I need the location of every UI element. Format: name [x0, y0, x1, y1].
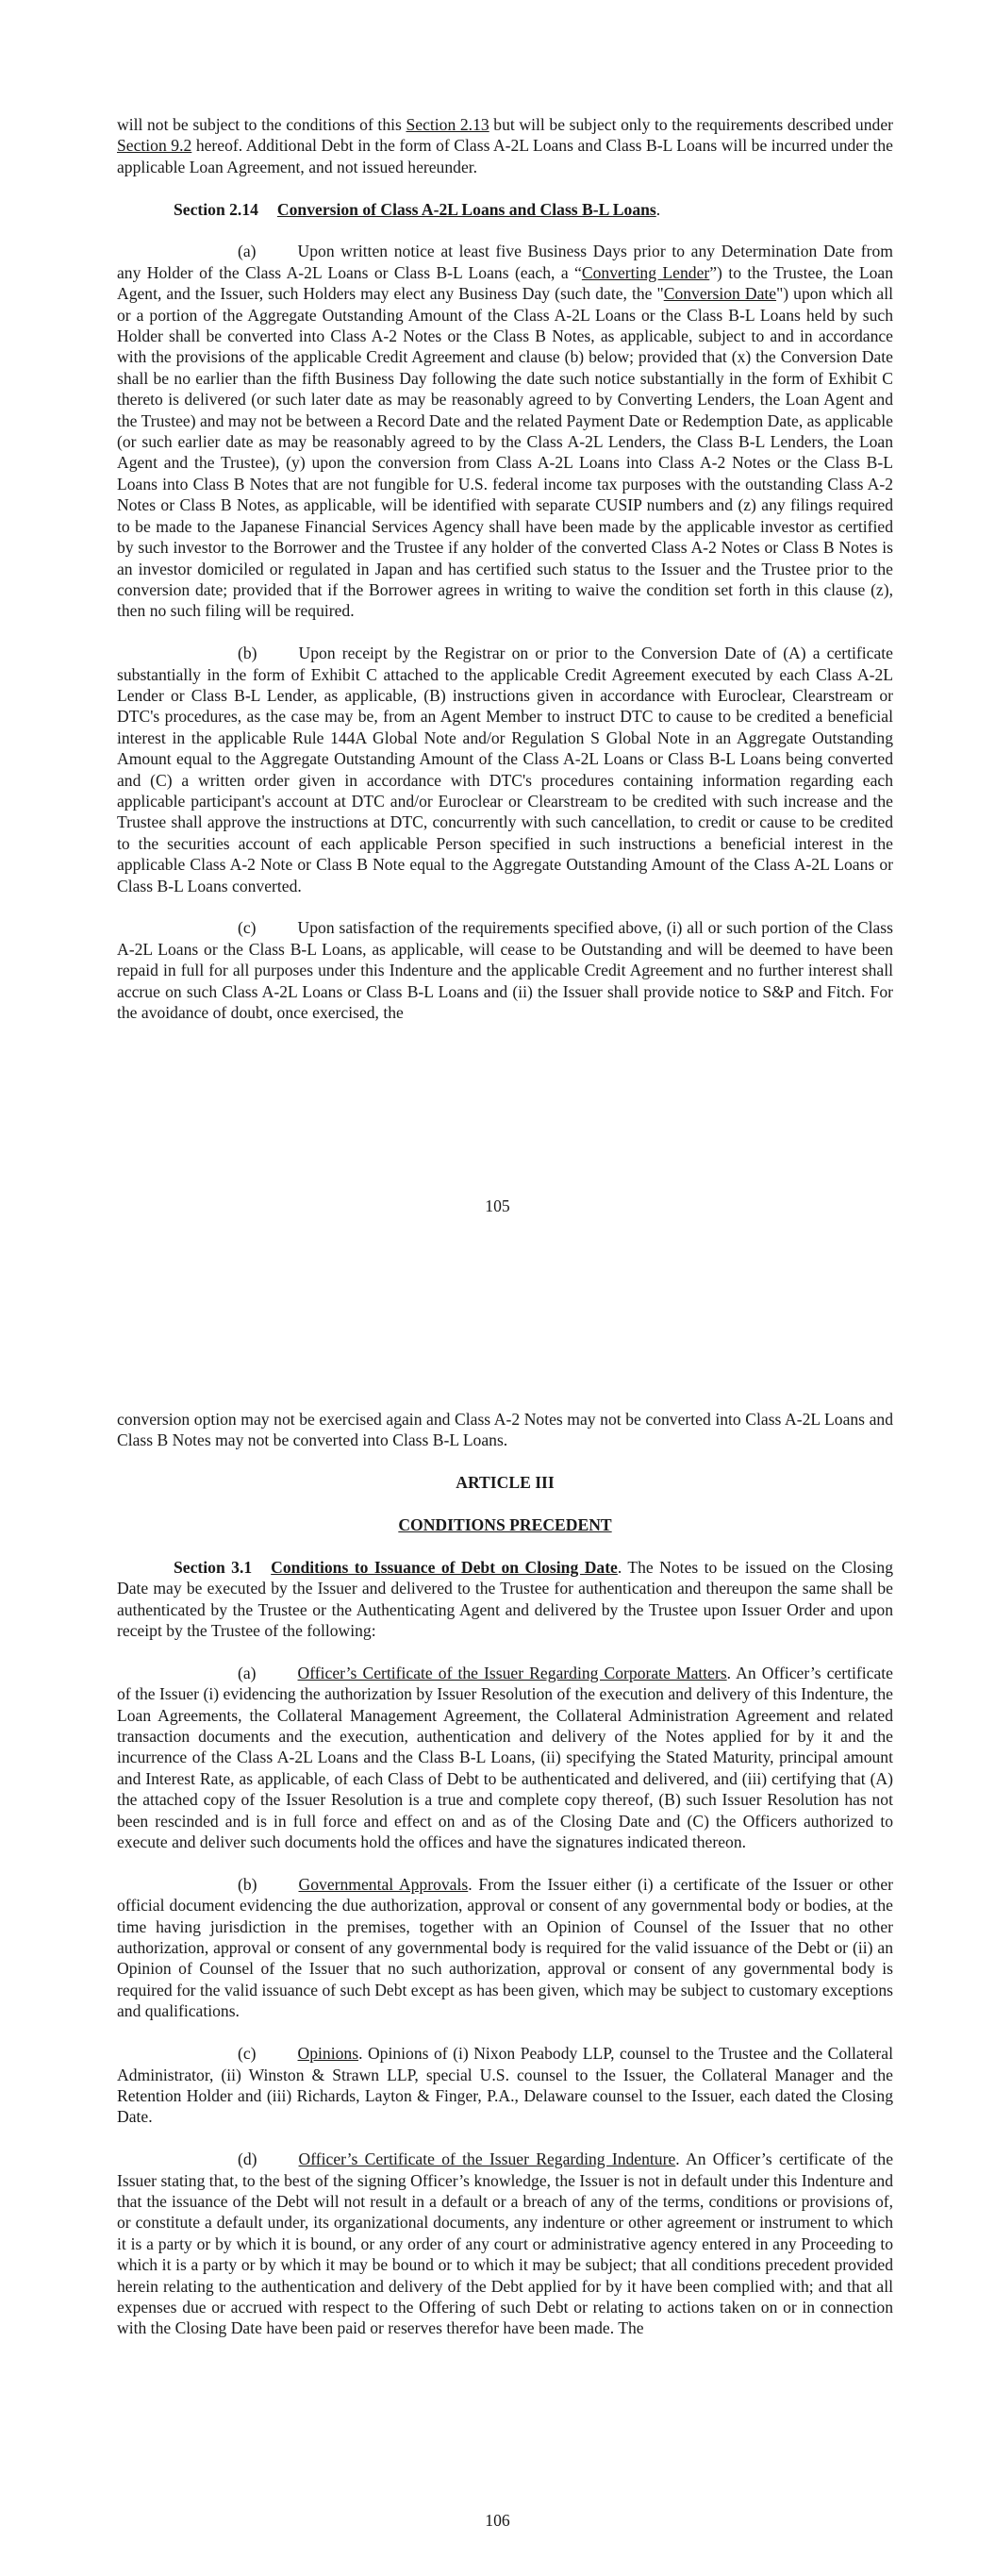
paragraph-c: (c) Upon satisfaction of the requirements specified above, (i) all or such portion of the Class A-2L Loans or the Class B-L Loans, as applicable, will cease to be Outstanding and will be deemed to have been repaid in full for all purposes under this Indenture and the applicable Credit Agreement and no further interest shall accrue on such Class A-2L Loans or Class B-L Loans and (ii) the Issuer shall provide notice to S&P and Fitch. For the avoidance of doubt, once exercised, the	[117, 918, 893, 1022]
paragraph-a: (a) Officer’s Certificate of the Issuer Regarding Corporate Matters. An Officer’s certificate of the Issuer (i) evidencing the authorization by Issuer Resolution of the execution and delivery of this Indenture, the Loan Agreements, the Collateral Management Agreement, the Collateral Administration Agreement and related transaction documents and the execution, authentication and delivery of the Notes applied for by it and the incurrence of the Class A-2L Loans and the Class B-L Loans, (ii) specifying the Stated Maturity, principal amount and Interest Rate, as applicable, of each Class of Debt to be authenticated and delivered, and (iii) certifying that (A) the attached copy of the Issuer Resolution is a true and complete copy thereof, (B) such Issuer Resolution has not been rescinded and is in full force and effect on and as of the Closing Date and (C) the Officers authorized to execute and deliver such documents hold the offices and have the signatures indicated thereon.	[117, 1663, 893, 1852]
paragraph-heading: Officer’s Certificate of the Issuer Regarding Indenture	[298, 2149, 676, 2169]
page-content	[117, 1409, 893, 2360]
continuation-paragraph: conversion option may not be exercised again and Class A-2 Notes may not be converted into Class A-2L Loans and Class B Notes may not be converted into Class B-L Loans.	[117, 1410, 893, 1450]
paragraph-b: (b) Governmental Approvals. From the Issuer either (i) a certificate of the Issuer or other official document evidencing the due authorization, approval or consent of any governmental body or bodies, at the time having jurisdiction in the premises, together with an Opinion of Counsel of the Issuer that no other authorization, approval or consent of any governmental body is required for the valid issuance of the Debt or (ii) an Opinion of Counsel of the Issuer that no such authorization, approval or consent of any governmental body is required for the valid issuance of such Debt except as has been given, which may be subject to customary exceptions and qualifications.	[117, 1874, 893, 2021]
paragraph-d: (d) Officer’s Certificate of the Issuer Regarding Indenture. An Officer’s certificate of the Issuer stating that, to the best of the signing Officer’s knowledge, the Issuer is not in default under this Indenture and that the issuance of the Debt will not result in a default or a breach of any of the terms, conditions or provisions of, or constitute a default under, its organizational documents, any indenture or other agreement or instrument to which it is a party or by which it is bound, or any order of any court or administrative agency entered in any Proceeding to which it is a party or by which it may be bound or to which it may be subject; that all conditions precedent provided herein relating to the authentication and delivery of the Debt applied for by it have been complied with; and that all expenses due or accrued with respect to the Offering of such Debt or relating to actions taken on or in connection with the Closing Date have been paid or reserves therefor have been made. The	[117, 2149, 893, 2338]
article-title: CONDITIONS PRECEDENT	[398, 1515, 612, 1534]
article-heading: ARTICLE III	[456, 1473, 555, 1493]
section-2-14-heading: Section 2.14 Conversion of Class A-2L Loans and Class B-L Loans.	[174, 199, 661, 219]
paragraph-heading: Governmental Approvals	[298, 1874, 469, 1894]
paragraph-heading: Opinions	[297, 2044, 359, 2064]
intro-paragraph: will not be subject to the conditions of this Section 2.13 but will be subject only to the requirements described under Section 9.2 hereof. Additional Debt in the form of Class A-2L Loans and Class B-L Loans will be incurred under the applicable Loan Agreement, and not issued hereunder.	[117, 115, 893, 176]
paragraph-b: (b) Upon receipt by the Registrar on or prior to the Conversion Date of (A) a certificate substantially in the form of Exhibit C attached to the applicable Credit Agreement executed by each Class A-2L Lender or Class B-L Lender, as applicable, (B) instructions given in accordance with Euroclear, Clearstream or DTC's procedures, as the case may be, from an Agent Member to instruct DTC to cause to be credited a beneficial interest in the applicable Rule 144A Global Note and/or Regulation S Global Note in an Aggregate Outstanding Amount equal to the Aggregate Outstanding Amount of the Class A-2L Loans or Class B-L Loans being converted and (C) a written order given in accordance with DTC's procedures containing information regarding each applicable participant's account at DTC and/or Euroclear or Clearstream to be credited with such increase and the Trustee shall approve the instructions at DTC, concurrently with such cancellation, to credit or cause to be credited to the securities account of each applicable Person specified in such instructions a beneficial interest in the applicable Class A-2 Note or Class B Note equal to the Aggregate Outstanding Amount of the Class A-2L Loans or Class B-L Loans converted.	[117, 644, 893, 895]
section-3-1: Section 3.1 Conditions to Issuance of Debt on Closing Date. The Notes to be issued on the Closing Date may be executed by the Issuer and delivered to the Trustee for authentication and thereupon the same shall be authenticated by the Trustee or the Authenticating Agent and delivered by the Trustee upon Issuer Order and upon receipt by the Trustee of the following:	[117, 1557, 893, 1641]
defined-term: Conversion Date	[663, 284, 777, 304]
defined-term: Converting Lender	[581, 262, 710, 282]
paragraph-c: (c) Opinions. Opinions of (i) Nixon Peabody LLP, counsel to the Trustee and the Collateral Administrator, (ii) Winston & Strawn LLP, special U.S. counsel to the Issuer, the Collateral Manager and the Retention Holder and (iii) Richards, Layton & Finger, P.A., Delaware counsel to the Issuer, each dated the Closing Date.	[117, 2044, 893, 2127]
page-content	[117, 114, 893, 1045]
paragraph-a: (a) Upon written notice at least five Business Days prior to any Determination Date from any Holder of the Class A-2L Loans or Class B-L Loans (each, a “Converting Lender”) to the Trustee, the Loan Agent, and the Issuer, such Holders may elect any Business Day (such date, the "Conversion Date") upon which all or a portion of the Aggregate Outstanding Amount of the Class A-2L Loans or the Class B-L Loans held by such Holder shall be converted into Class A-2 Notes or the Class B Notes, as applicable, subject to and in accordance with the provisions of the applicable Credit Agreement and clause (b) below; provided that (x) the Conversion Date shall be no earlier than the fifth Business Day following the date such notice substantially in the form of Exhibit C thereto is delivered (or such later date as may be reasonably agreed to by Converting Lenders, the Loan Agent and the Trustee) and may not be between a Record Date and the related Payment Date or Redemption Date, as applicable (or such earlier date as may be reasonably agreed to by the Class A-2L Lenders, the Class B-L Lenders, the Loan Agent and the Trustee), (y) upon the conversion from Class A-2L Loans into Class A-2 Notes or the Class B-L Loans into Class B Notes that are not fungible for U.S. federal income tax purposes with the outstanding Class A-2 Notes or Class B Notes, as applicable, will be identified with separate CUSIP numbers and (z) any filings required to be made to the Japanese Financial Services Agency shall have been made by the applicable investor as certified by such investor to the Borrower and the Trustee if any holder of the converted Class A-2 Notes or Class B Notes is an investor domiciled or regulated in Japan and has certified such status to the Issuer and the Trustee prior to the conversion date; provided that if the Borrower agrees in writing to waive the condition set forth in this clause (z), then no such filing will be required.	[117, 242, 893, 621]
paragraph-heading: Officer’s Certificate of the Issuer Regarding Corporate Matters	[297, 1663, 727, 1682]
section-9-2-link: Section 9.2	[117, 136, 192, 156]
section-2-13-link: Section 2.13	[406, 115, 489, 134]
section-title: Conditions to Issuance of Debt on Closing Date	[271, 1557, 618, 1577]
section-title: Conversion of Class A-2L Loans and Class B-L Loans	[276, 199, 656, 219]
page-number: 106	[485, 2511, 510, 2530]
page-106	[0, 1288, 995, 2576]
page-number: 105	[485, 1196, 510, 1215]
